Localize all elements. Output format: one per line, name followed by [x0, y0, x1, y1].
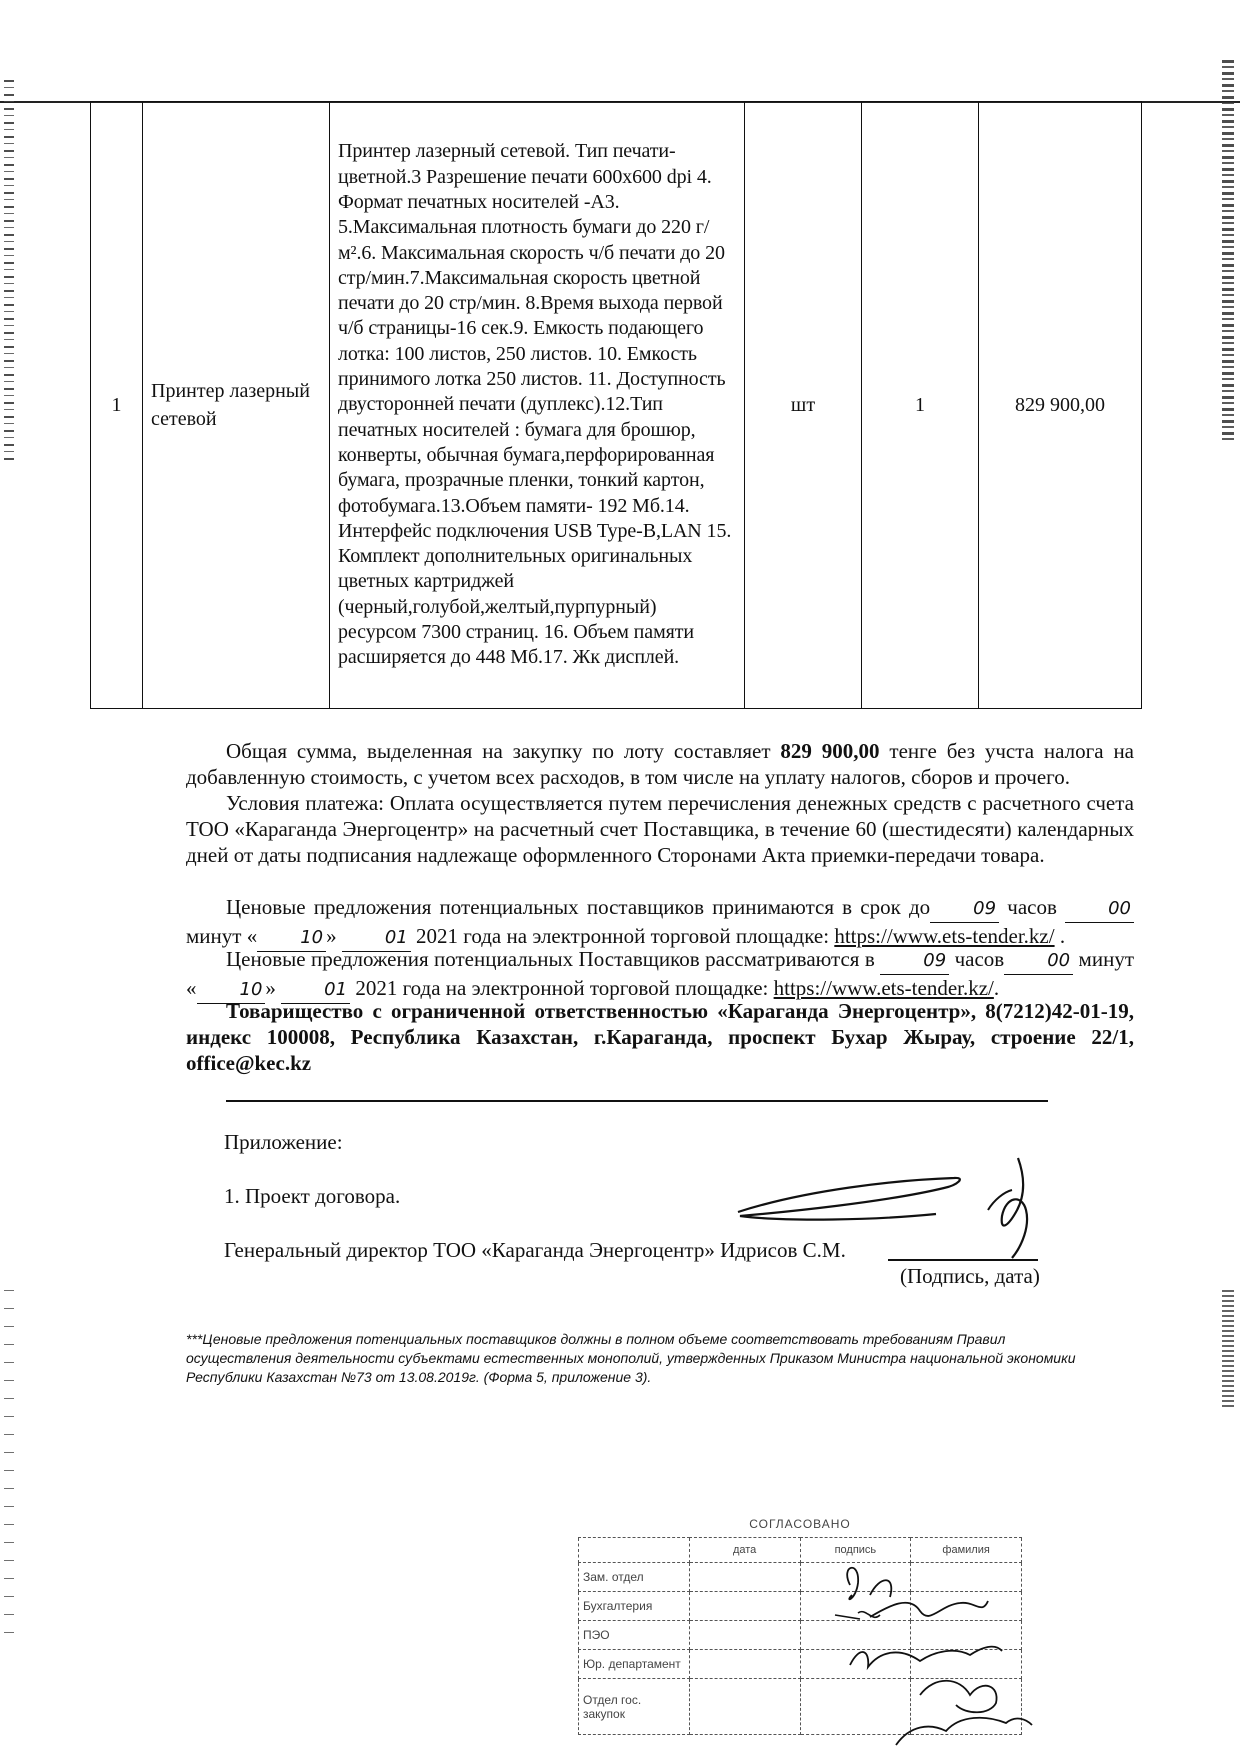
footnote: ***Ценовые предложения потенциальных поставщиков должны в полном объеме соответствовать требованиям Правил осуществления деятельности субъектами естественных монополий, утвержденных Приказом Министра национальной экономики Республики Казахстан №73 от 13.08.2019г. (Форма 5, приложение 3). [186, 1331, 1076, 1385]
item-price: 829 900,00 [979, 102, 1142, 709]
appendix-label: Приложение: [224, 1130, 343, 1154]
stamp-row-label: ПЭО [579, 1621, 690, 1650]
director-signature-line: Генеральный директор ТОО «Караганда Энергоцентр» Идрисов С.М. [224, 1238, 846, 1262]
tender-link[interactable]: https://www.ets-tender.kz/ [773, 976, 994, 1000]
handwritten-minute: 00 [1065, 896, 1134, 923]
approval-stamp [578, 1510, 1022, 1735]
appendix-item: 1. Проект договора. [224, 1184, 401, 1208]
item-description: Принтер лазерный сетевой. Тип печати-цветной.3 Разрешение печати 600х600 dpi 4. Формат печатных носителей -А3. 5.Максимальная плотность бумаги до 220 г/м².6. Максимальная скорость ч/б печати до 20 стр/мин.7.Максимальная скорость цветной печати до 20 стр/мин. 8.Время выхода первой ч/б страницы-16 сек.9. Емкость подающего лотка: 100 листов, 250 листов. 10. Емкость принимого лотка 250 листов. 11. Доступность двусторонней печати (дуплекс).12.Тип печатных носителей : бумага для брошюр, конверты, обычная бумага,перфорированная бумага, прозрачные пленки, тонкий картон, фотобумага.13.Объем памяти- 192 Мб.14. Интерфейс подключения USB Type-B,LAN 15. Комплект дополнительных оригинальных цветных картриджей (черный,голубой,желтый,пурпурный) ресурсом 7300 страниц. 16. Объем памяти расширяется до 448 Мб.17. Жк дисплей. [330, 102, 745, 709]
text-segment: 2021 года на электронной торговой площадке: [350, 976, 774, 1000]
scan-margin-marks [4, 80, 14, 460]
tender-link[interactable]: https://www.ets-tender.kz/ [834, 924, 1055, 948]
stamp-header [579, 1538, 690, 1563]
item-quantity: 1 [862, 102, 979, 709]
handwritten-day: 10 [197, 977, 266, 1004]
handwritten-hour: 09 [880, 948, 949, 975]
separator-line [226, 1100, 1048, 1102]
text-segment: . [1054, 924, 1066, 948]
stamp-row-label: Отдел гос. закупок [579, 1679, 690, 1735]
submission-deadline-paragraph [186, 894, 1134, 952]
scan-margin-marks [4, 1290, 14, 1640]
items-table [90, 101, 1142, 709]
text-segment: минут « [186, 924, 258, 948]
text-segment: минут « [186, 947, 1134, 1000]
item-unit: шт [745, 102, 862, 709]
stamp-title: СОГЛАСОВАНО [579, 1510, 1022, 1538]
stamp-header: подпись [800, 1538, 911, 1563]
text-segment: 2021 года на электронной торговой площадке: [410, 924, 835, 948]
text-segment: часов [999, 895, 1066, 919]
scan-margin-marks [1222, 60, 1234, 440]
item-name: Принтер лазерный сетевой [143, 102, 330, 709]
text-segment: » [265, 976, 282, 1000]
row-number: 1 [91, 102, 143, 709]
review-deadline-paragraph [186, 946, 1134, 1004]
stamp-header: фамилия [911, 1538, 1022, 1563]
handwritten-hour: 09 [930, 896, 999, 923]
handwritten-day: 10 [257, 925, 326, 952]
stamp-row-label: Зам. отдел [579, 1563, 690, 1592]
handwritten-minute: 00 [1004, 948, 1073, 975]
text-segment: Ценовые предложения потенциальных Поставщиков рассматриваются в [226, 947, 881, 971]
payment-terms-paragraph: Условия платежа: Оплата осуществляется путем перечисления денежных средств с расчетного счета ТОО «Караганда Энергоцентр» на расчетный счет Поставщика, в течение 60 (шестидесяти) календарных дней от даты подписания надлежаще оформленного Сторонами Акта приемки-передачи товара. [186, 791, 1134, 867]
text-segment: Общая сумма, выделенная на закупку по лоту составляет [226, 739, 781, 763]
total-amount-paragraph [186, 738, 1134, 790]
company-contacts-paragraph: Товарищество с ограниченной ответственностью «Караганда Энергоцентр», 8(7212)42-01-19, индекс 100008, Республика Казахстан, г.Караганда, проспект Бухар Жырау, строение 22/1, office@kec.kz [186, 999, 1134, 1075]
handwritten-month: 01 [342, 925, 411, 952]
scan-margin-marks [1222, 1290, 1234, 1410]
table-row [91, 102, 1142, 709]
text-segment: » [326, 924, 342, 948]
text-segment: . [993, 976, 1000, 1000]
text-segment: Ценовые предложения потенциальных поставщиков принимаются в срок до [226, 895, 931, 919]
text-segment: часов [949, 947, 1005, 971]
stamp-row-label: Юр. департамент [579, 1650, 690, 1679]
stamp-header: дата [689, 1538, 800, 1563]
stamp-row-label: Бухгалтерия [579, 1592, 690, 1621]
text-segment: тенге без учста налога на добавленную стоимость, с учетом всех расходов, в том числе на уплату налогов, сборов и прочего. [186, 739, 1134, 789]
signature-underline [888, 1259, 1038, 1261]
signature-caption: (Подпись, дата) [900, 1264, 1040, 1288]
total-amount: 829 900,00 [780, 739, 880, 763]
handwritten-month: 01 [281, 977, 350, 1004]
